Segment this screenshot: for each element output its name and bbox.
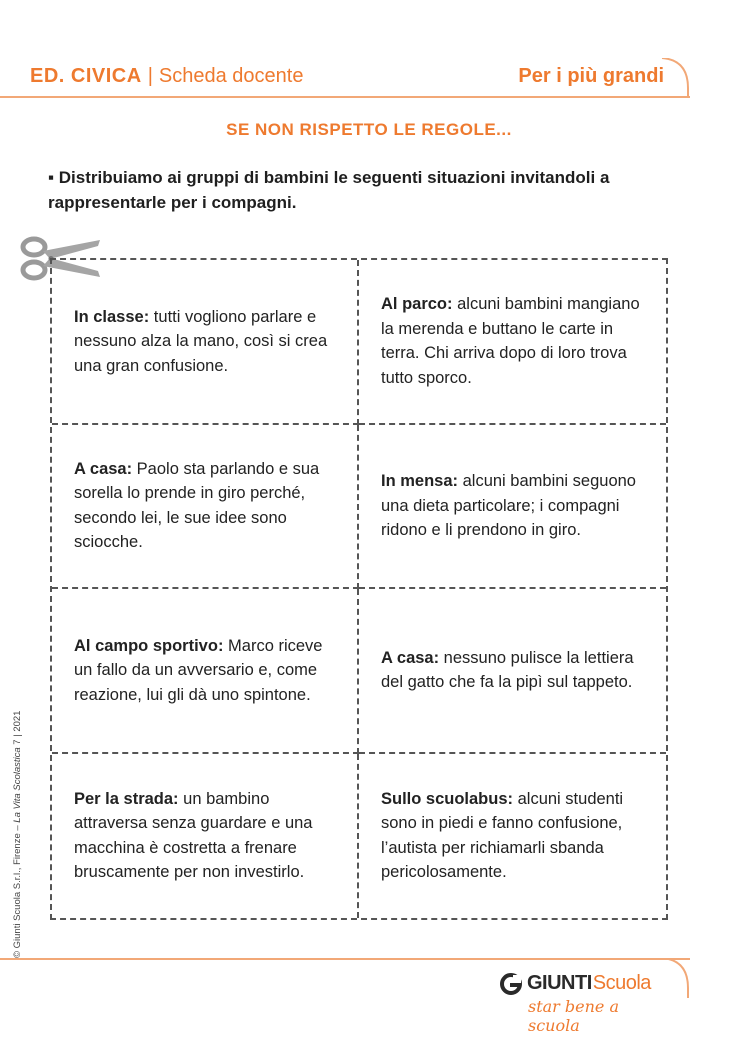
- logo-tagline: star bene a scuola: [528, 997, 620, 1035]
- card-body: alcuni studenti sono in piedi e fanno confusione, l’autista per richiamarli sbanda pericolosamente.: [381, 789, 624, 882]
- card-text: [74, 305, 337, 379]
- situation-card: [52, 425, 359, 590]
- card-lead: Al campo sportivo:: [74, 636, 224, 655]
- giunti-scuola-logo: [500, 972, 670, 1035]
- situation-card: [359, 425, 666, 590]
- card-body: tutti vogliono parlare e nessuno alza la mano, così si crea una gran confusione.: [74, 307, 328, 375]
- copyright-credit: [12, 711, 23, 958]
- sheet-kind-label: Scheda docente: [158, 64, 304, 87]
- card-text: [74, 787, 337, 885]
- situation-card: [359, 260, 666, 425]
- card-body: nessuno pulisce la lettiera del gatto che fa la pipì sul tappeto.: [381, 648, 634, 692]
- header-left: [30, 65, 303, 88]
- header-separator: |: [147, 64, 153, 87]
- page-header: [30, 58, 690, 94]
- situation-card: [52, 754, 359, 919]
- card-lead: A casa:: [74, 459, 133, 478]
- card-lead: In classe:: [74, 307, 150, 326]
- situation-card: [52, 260, 359, 425]
- section-title: SE NON RISPETTO LE REGOLE...: [226, 120, 512, 139]
- situation-card: [359, 754, 666, 919]
- subject-label: ED. CIVICA: [30, 64, 142, 87]
- situation-card: [52, 589, 359, 754]
- giunti-g-icon: [500, 973, 522, 995]
- card-lead: Per la strada:: [74, 789, 179, 808]
- logo-brand: [500, 972, 670, 995]
- card-lead: A casa:: [381, 648, 440, 667]
- card-text: [74, 634, 337, 708]
- card-body: alcuni bambini seguono una dieta particolare; i compagni ridono e li prendono in giro.: [381, 472, 636, 539]
- header-corner-curve: [660, 58, 690, 98]
- header-divider: [0, 96, 690, 98]
- logo-brand-bold: GIUNTI: [527, 972, 592, 994]
- card-body: Paolo sta parlando e sua sorella lo prende in giro perché, secondo lei, le sue idee sono sciocche.: [74, 459, 320, 552]
- situation-cards-grid: [50, 258, 668, 920]
- card-text: [381, 292, 646, 390]
- level-label: Per i più grandi: [518, 64, 664, 87]
- card-lead: Sullo scuolabus:: [381, 789, 514, 808]
- credit-suffix: 7 | 2021: [12, 710, 23, 748]
- card-body: Marco riceve un fallo da un avversario e, come reazione, lui gli dà uno spintone.: [74, 636, 323, 704]
- card-body: un bambino attraversa senza guardare e una macchina è costretta a frenare bruscamente per non investirlo.: [74, 789, 313, 882]
- situation-card: [359, 589, 666, 754]
- card-text: [381, 646, 646, 695]
- footer-divider: [0, 958, 690, 960]
- card-text: [381, 787, 646, 885]
- card-lead: Al parco:: [381, 295, 453, 314]
- card-body: alcuni bambini mangiano la merenda e buttano le carte in terra. Chi arriva dopo di loro trova tutto sporco.: [381, 295, 640, 387]
- card-text: [74, 457, 337, 555]
- credit-publication: La Vita Scolastica: [12, 747, 23, 823]
- instruction-text: ▪ Distribuiamo ai gruppi di bambini le seguenti situazioni invitandoli a rappresentarle per i compagni.: [48, 168, 610, 212]
- card-text: [381, 469, 646, 543]
- card-lead: In mensa:: [381, 472, 459, 490]
- credit-prefix: © Giunti Scuola S.r.l., Firenze –: [12, 822, 23, 958]
- logo-brand-light: Scuola: [592, 972, 651, 994]
